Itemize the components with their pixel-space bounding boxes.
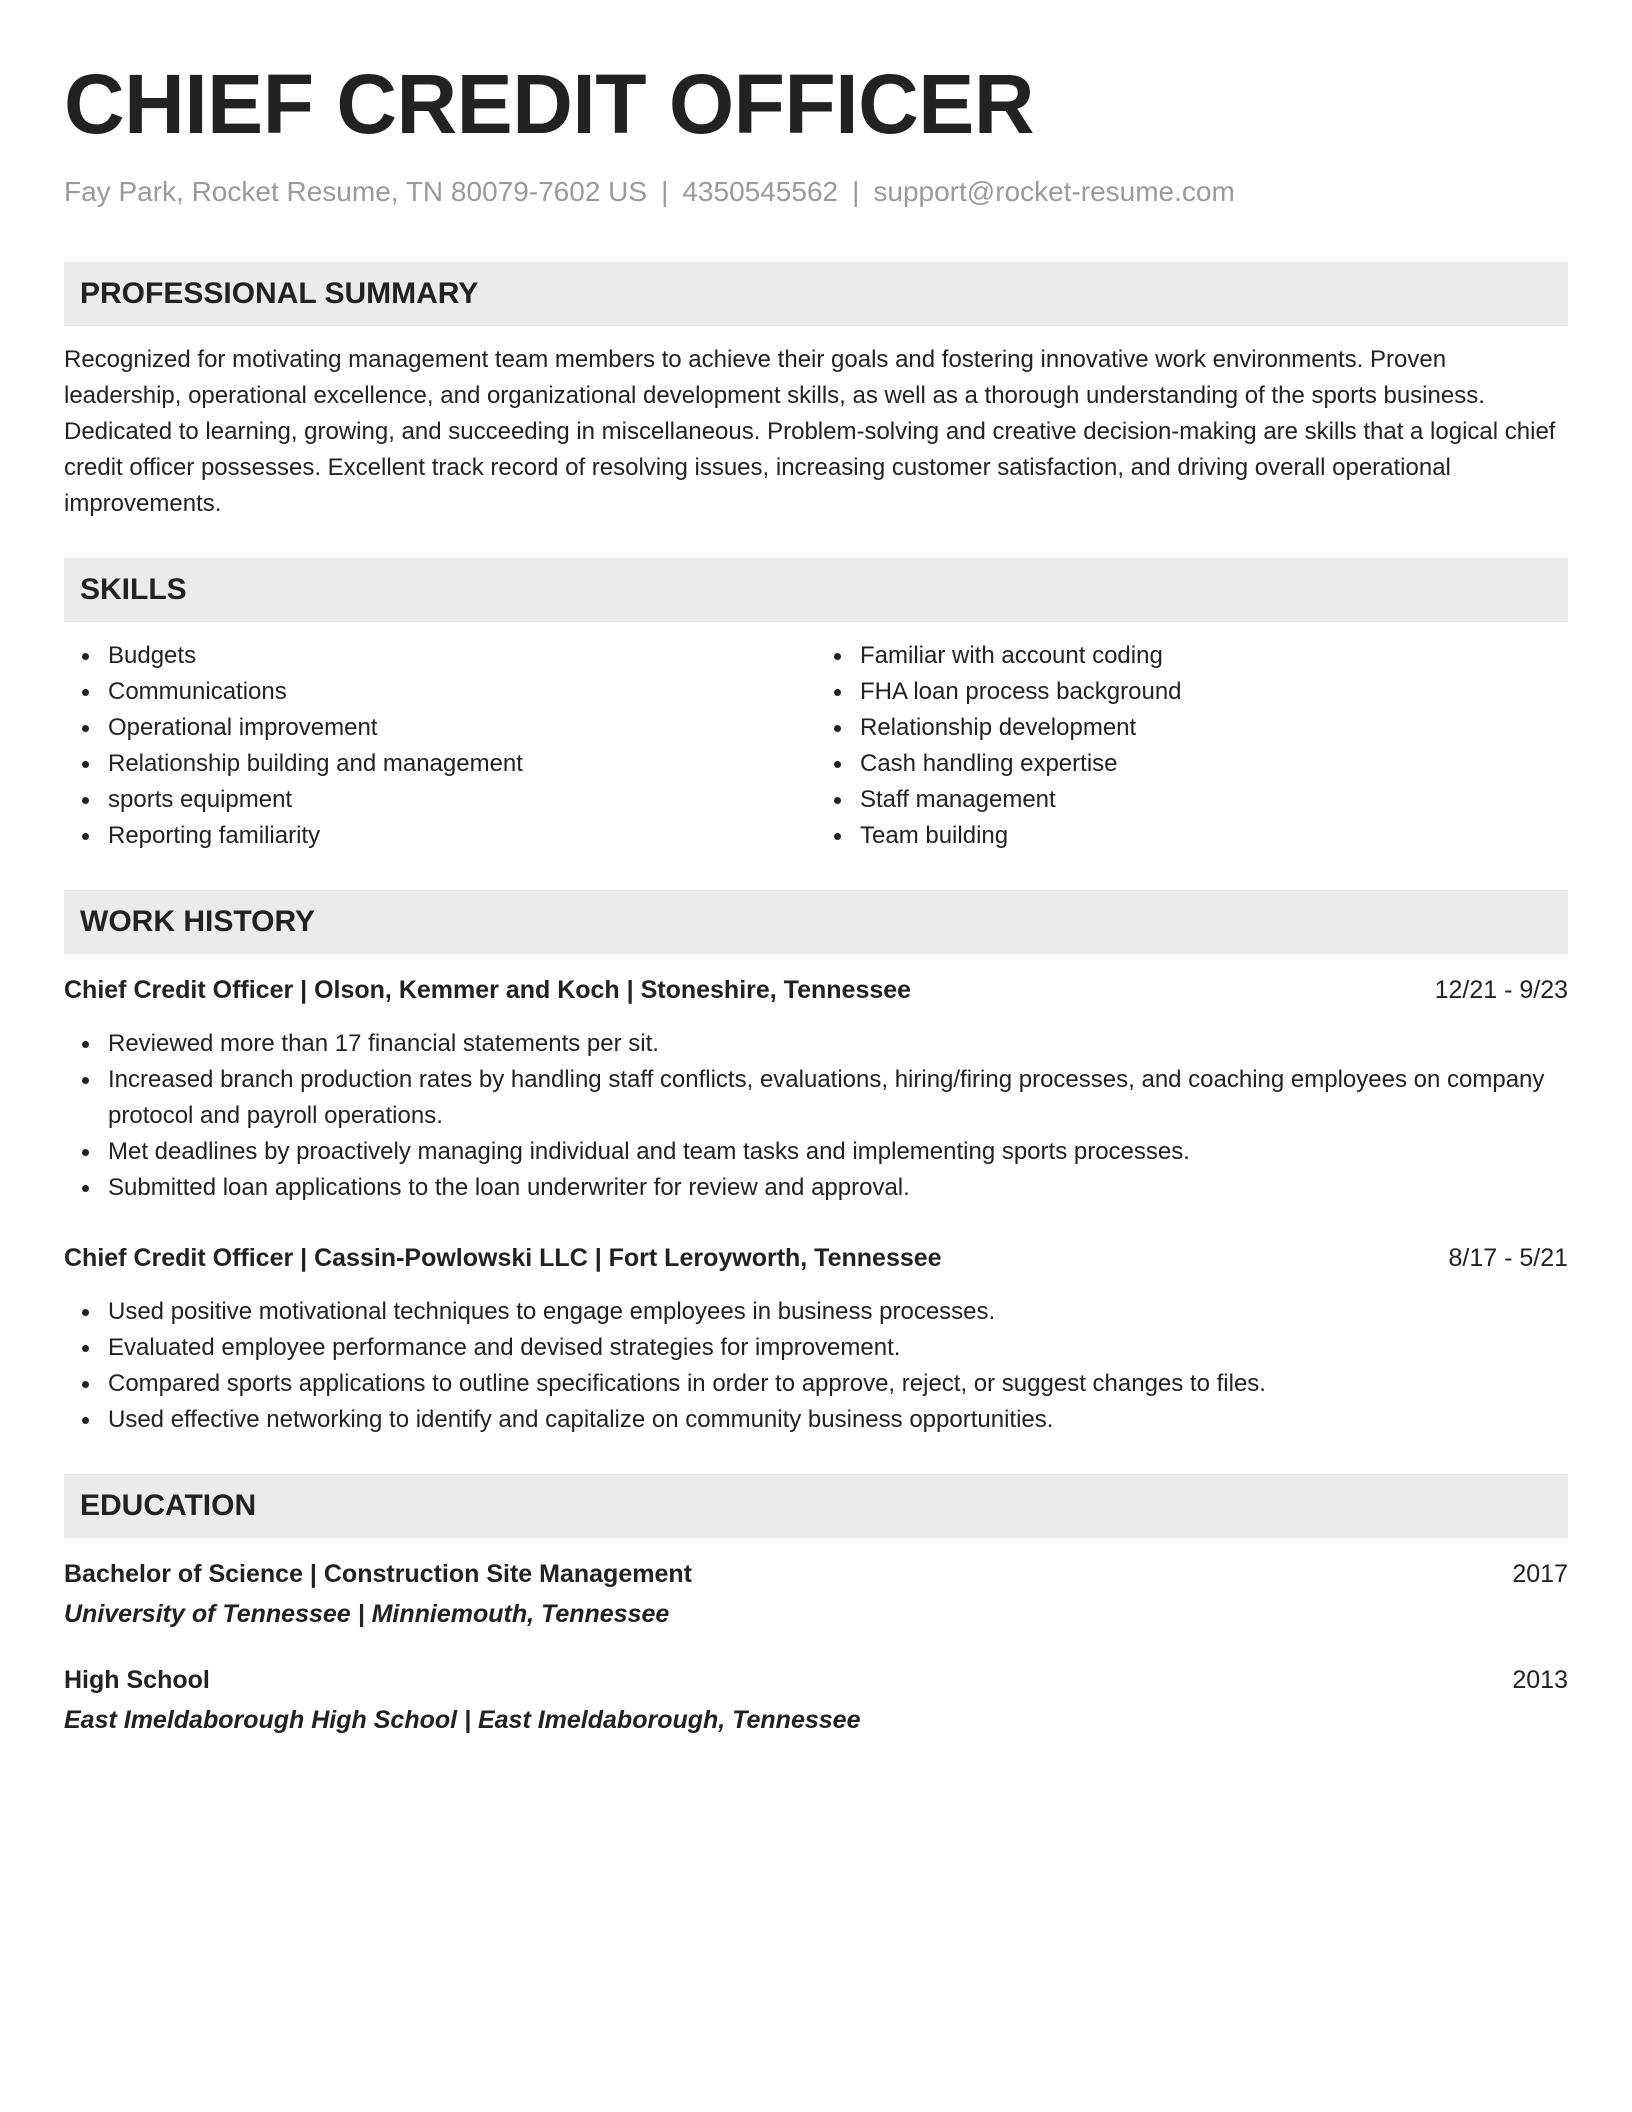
education-degree: Bachelor of Science | Construction Site Management — [64, 1560, 692, 1588]
job-bullet: Reviewed more than 17 financial statements per sit. — [108, 1026, 1568, 1062]
education-year: 2017 — [1512, 1560, 1568, 1588]
skills-list — [64, 638, 1568, 854]
education-school: East Imeldaborough High School | East Imeldaborough, Tennessee — [64, 1706, 861, 1734]
job-bullet: Submitted loan applications to the loan underwriter for review and approval. — [108, 1170, 1568, 1206]
skills-column-left — [64, 638, 816, 854]
skill-item: Staff management — [860, 782, 1568, 818]
skill-item: Operational improvement — [108, 710, 816, 746]
education-entry — [64, 1662, 1568, 1738]
job-header — [64, 1240, 1568, 1276]
contact-separator: | — [661, 176, 669, 207]
section-heading-skills: SKILLS — [64, 558, 1568, 622]
skill-item: Team building — [860, 818, 1568, 854]
skills-column-right — [816, 638, 1568, 854]
skill-item: FHA loan process background — [860, 674, 1568, 710]
contact-address: Fay Park, Rocket Resume, TN 80079-7602 US — [64, 176, 648, 207]
skill-item: Communications — [108, 674, 816, 710]
job-bullet: Used positive motivational techniques to engage employees in business processes. — [108, 1294, 1568, 1330]
job-dates: 12/21 - 9/23 — [1434, 976, 1568, 1004]
job-dates: 8/17 - 5/21 — [1448, 1244, 1568, 1272]
education-entry — [64, 1556, 1568, 1632]
job-bullets — [64, 1294, 1568, 1438]
job-bullet: Met deadlines by proactively managing individual and team tasks and implementing sports processes. — [108, 1134, 1568, 1170]
education-header — [64, 1662, 1568, 1698]
skill-item: Relationship building and management — [108, 746, 816, 782]
job-bullets — [64, 1026, 1568, 1206]
job-entry — [64, 972, 1568, 1206]
section-heading-summary: PROFESSIONAL SUMMARY — [64, 262, 1568, 326]
job-bullet: Evaluated employee performance and devised strategies for improvement. — [108, 1330, 1568, 1366]
section-heading-education: EDUCATION — [64, 1474, 1568, 1538]
skill-item: sports equipment — [108, 782, 816, 818]
skill-item: Cash handling expertise — [860, 746, 1568, 782]
education-degree: High School — [64, 1666, 210, 1694]
job-title: Chief Credit Officer | Olson, Kemmer and Koch | Stoneshire, Tennessee — [64, 976, 912, 1004]
education-header — [64, 1556, 1568, 1592]
contact-separator: | — [852, 176, 860, 207]
contact-line — [64, 174, 1568, 210]
section-heading-work-history: WORK HISTORY — [64, 890, 1568, 954]
job-title: Chief Credit Officer | Cassin-Powlowski LLC | Fort Leroyworth, Tennessee — [64, 1244, 942, 1272]
skill-item: Familiar with account coding — [860, 638, 1568, 674]
summary-text: Recognized for motivating management team members to achieve their goals and fostering innovative work environments. Proven leadership, operational excellence, and organizational development skills, as well as a thorough understanding of the sports business. Dedicated to learning, growing, and succeeding in miscellaneous. Problem-solving and creative decision-making are skills that a logical chief credit officer possesses. Excellent track record of resolving issues, increasing customer satisfaction, and driving overall operational improvements. — [64, 346, 1556, 517]
job-header — [64, 972, 1568, 1008]
resume-title: CHIEF CREDIT OFFICER — [64, 57, 1034, 151]
contact-phone: 4350545562 — [682, 176, 839, 207]
job-bullet: Used effective networking to identify and capitalize on community business opportunities. — [108, 1402, 1568, 1438]
skill-item: Reporting familiarity — [108, 818, 816, 854]
contact-email: support@rocket-resume.com — [873, 176, 1235, 207]
skill-item: Relationship development — [860, 710, 1568, 746]
job-entry — [64, 1240, 1568, 1438]
skill-item: Budgets — [108, 638, 816, 674]
education-school: University of Tennessee | Minniemouth, Tennessee — [64, 1600, 670, 1628]
job-bullet: Increased branch production rates by handling staff conflicts, evaluations, hiring/firing processes, and coaching employees on company protocol and payroll operations. — [108, 1062, 1568, 1134]
job-bullet: Compared sports applications to outline specifications in order to approve, reject, or suggest changes to files. — [108, 1366, 1568, 1402]
education-year: 2013 — [1512, 1666, 1568, 1694]
